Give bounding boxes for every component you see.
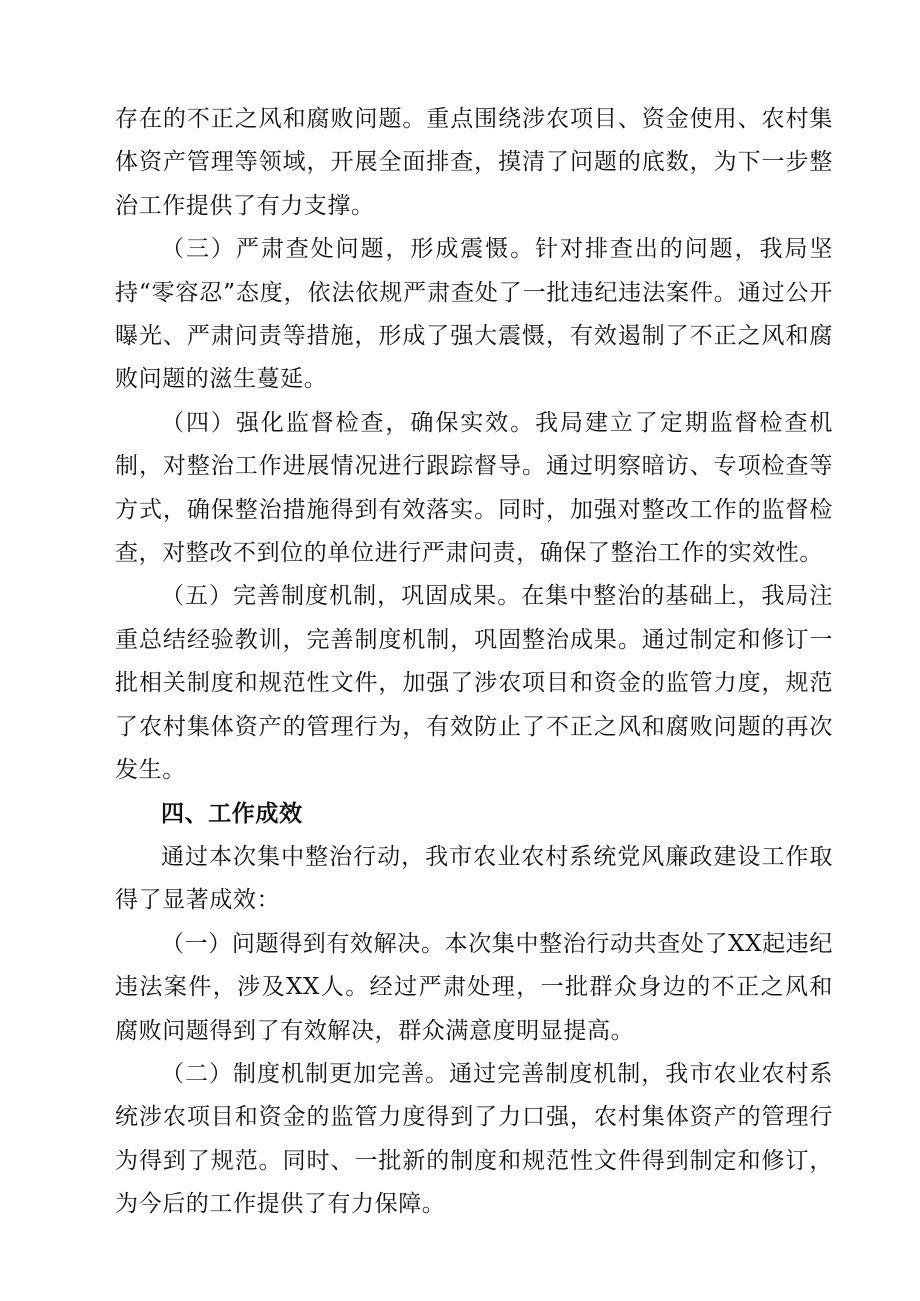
paragraph-result-1: （一）问题得到有效解决。本次集中整治行动共查处了XX起违纪违法案件，涉及XX人。经过严肃处理，一批群众身边的不正之风和腐败问题得到了有效解决，群众满意度明显提高。 [115, 930, 833, 1044]
paragraph-section-3: （三）严肃查处问题，形成震慑。针对排查出的问题，我局坚持“零容忍”态度，依法依规严肃查处了一批违纪违法案件。通过公开曝光、严肃问责等措施，形成了强大震慑，有效遏制了不正之风和腐败问题的滋生蔓延。 [115, 236, 833, 393]
document-body [115, 98, 833, 1227]
paragraph-section-5: （五）完善制度机制，巩固成果。在集中整治的基础上，我局注重总结经验教训，完善制度机制，巩固整治成果。通过制定和修订一批相关制度和规范性文件，加强了涉农项目和资金的监管力度，规范了农村集体资产的管理行为，有效防止了不正之风和腐败问题的再次发生。 [115, 583, 833, 784]
section-heading-results: 四、工作成效 [161, 800, 303, 827]
paragraph-continued: 存在的不正之风和腐败问题。重点围绕涉农项目、资金使用、农村集体资产管理等领域，开展全面排查，摸清了问题的底数，为下一步整治工作提供了有力支撑。 [115, 106, 833, 219]
paragraph-section-4: （四）强化监督检查，确保实效。我局建立了定期监督检查机制，对整治工作进展情况进行跟踪督导。通过明察暗访、专项检查等方式，确保整治措施得到有效落实。同时，加强对整改工作的监督检查，对整改不到位的单位进行严肃问责，确保了整治工作的实效性。 [115, 409, 833, 567]
paragraph-results-intro: 通过本次集中整治行动，我市农业农村系统党风廉政建设工作取得了显著成效： [115, 843, 833, 914]
paragraph-result-2: （二）制度机制更加完善。通过完善制度机制，我市农业农村系统涉农项目和资金的监管力度得到了力口强，农村集体资产的管理行为得到了规范。同时、一批新的制度和规范性文件得到制定和修订，为今后的工作提供了有力保障。 [115, 1060, 833, 1218]
